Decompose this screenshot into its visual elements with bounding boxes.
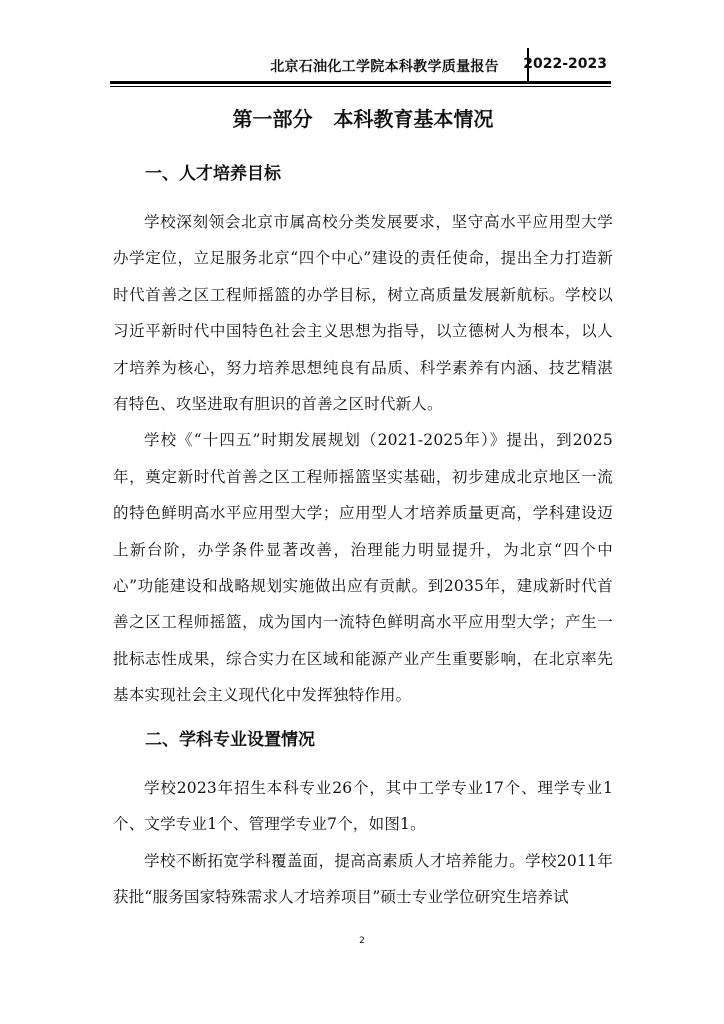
report-year: 2022-2023 bbox=[523, 56, 607, 72]
page-content bbox=[113, 104, 613, 915]
header-rule-thick bbox=[110, 81, 611, 84]
paragraph: 学校深刻领会北京市属高校分类发展要求，坚守高水平应用型大学办学定位，立足服务北京“四个中心”建设的责任使命，提出全力打造新时代首善之区工程师摇篮的办学目标，树立高质量发展新航标。学校以习近平新时代中国特色社会主义思想为指导，以立德树人为根本，以人才培养为核心，努力培养思想纯良有品质、科学素养有内涵、技艺精湛有特色、攻坚进取有胆识的首善之区时代新人。 bbox=[113, 213, 613, 414]
part-title: 第一部分 本科教育基本情况 bbox=[232, 107, 494, 131]
page-header bbox=[110, 48, 611, 82]
section-title-discipline-setup: 二、学科专业设置情况 bbox=[145, 729, 315, 750]
section-title-training-goals: 一、人才培养目标 bbox=[145, 164, 281, 184]
paragraph: 学校2023年招生本科专业26个，其中工学专业17个、理学专业1个、文学专业1个、管理学专业7个，如图1。 bbox=[113, 778, 613, 834]
header-rule-thin bbox=[110, 86, 611, 87]
paragraph: 学校《“十四五”时期发展规划（2021-2025年）》提出，到2025年，奠定新时代首善之区工程师摇篮坚实基础，初步建成北京地区一流的特色鲜明高水平应用型大学；应用型人才培养质量更高，学科建设迈上新台阶，办学条件显著改善，治理能力明显提升，为北京“四个中心”功能建设和战略规划实施做出应有贡献。到2035年，建成新时代首善之区工程师摇篮，成为国内一流特色鲜明高水平应用型大学；产生一批标志性成果，综合实力在区域和能源产业产生重要影响，在北京率先基本实现社会主义现代化中发挥独特作用。 bbox=[113, 431, 613, 705]
page-number: 2 bbox=[359, 936, 365, 946]
report-title: 北京石油化工学院本科教学质量报告 bbox=[270, 59, 499, 75]
paragraph: 学校不断拓宽学科覆盖面，提高高素质人才培养能力。学校2011年获批“服务国家特殊需求人才培养项目”硕士专业学位研究生培养试 bbox=[113, 851, 613, 906]
